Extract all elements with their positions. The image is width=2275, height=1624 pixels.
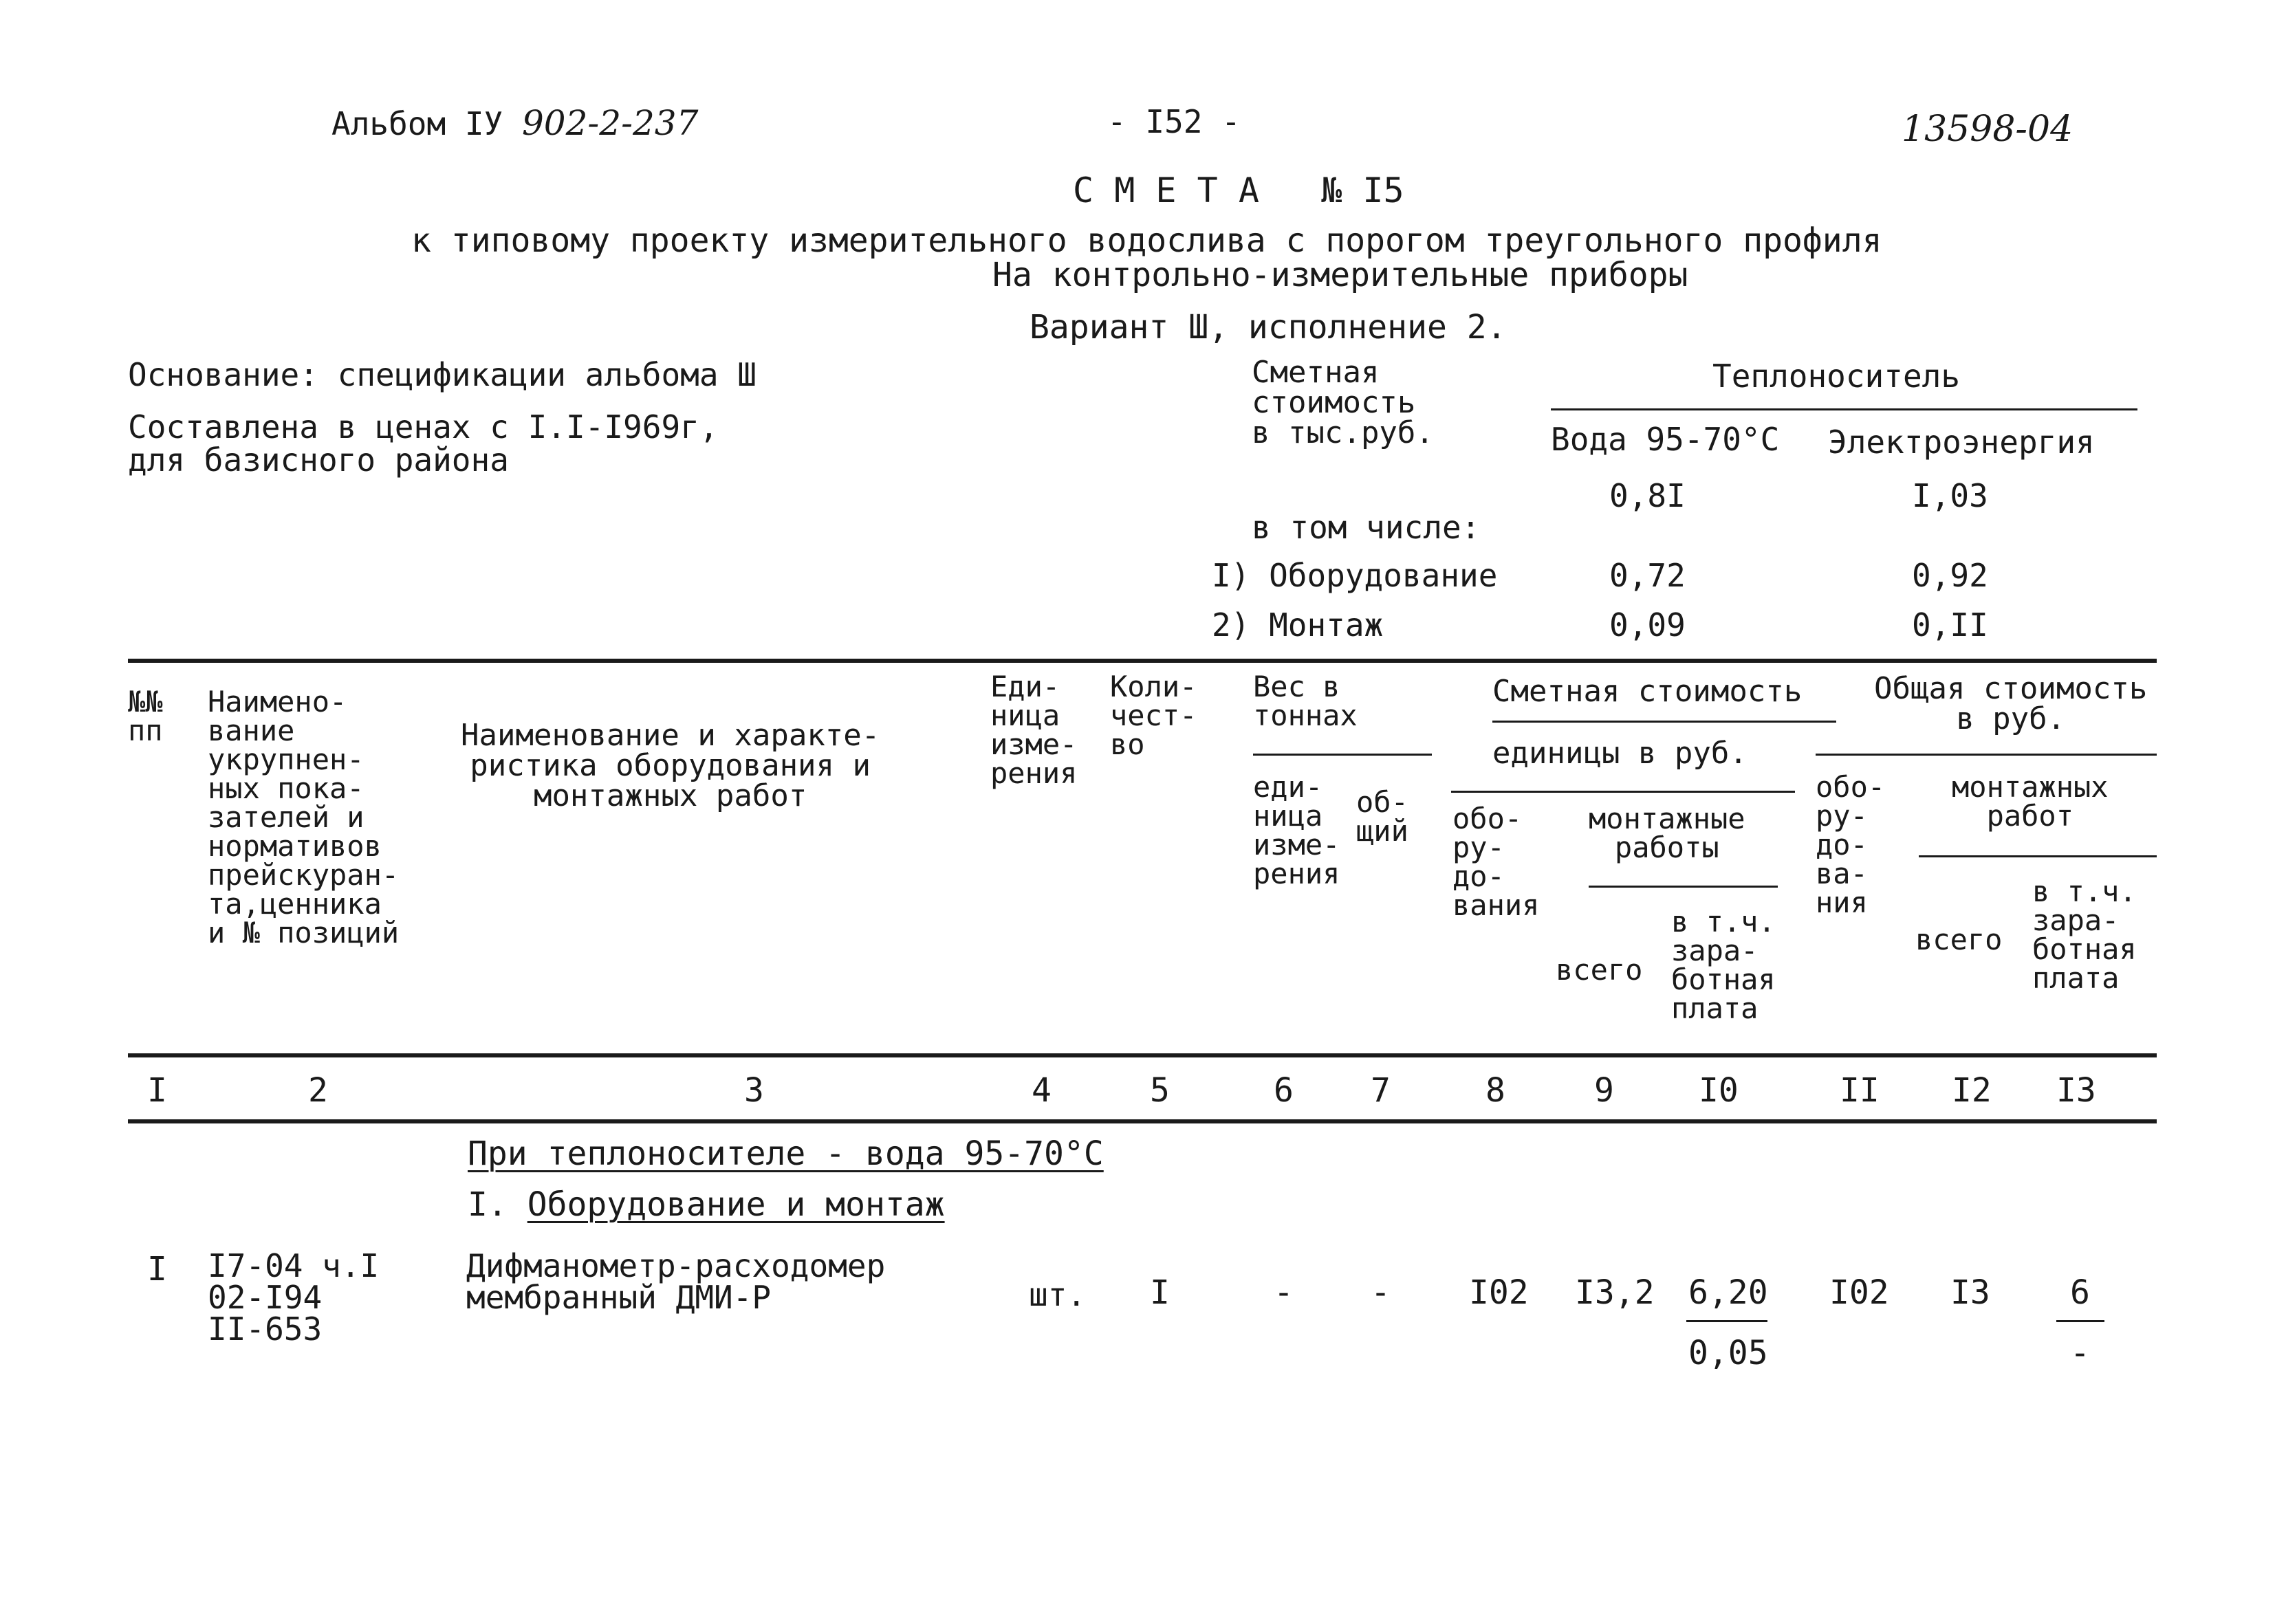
row-mount-wage: 6,20 — [1688, 1273, 1768, 1312]
row-code: I7-04 ч.I 02-I94 II-653 — [208, 1247, 380, 1348]
album-prefix: Альбом IУ — [331, 105, 503, 142]
row-mount-total: I3,2 — [1575, 1273, 1655, 1312]
col-number-6: 6 — [1274, 1071, 1294, 1110]
header-unit-rub-rule — [1451, 791, 1795, 793]
column-numbers-bottom-rule — [128, 1119, 2157, 1123]
total-electric-value: I,03 — [1912, 477, 1988, 514]
col-number-2: 2 — [308, 1071, 328, 1110]
summary-mounting-water: 0,09 — [1609, 606, 1686, 644]
basis-line-3: для базисного района — [128, 441, 509, 479]
title-line-2: На контрольно-измерительные приборы — [992, 256, 1688, 294]
col-number-13: I3 — [2056, 1071, 2096, 1110]
header-col-2: Наимено- вание укрупнен- ных пока- зателей и нормативов прейскуран- та,ценника и № позиций — [208, 685, 400, 950]
row-total-wage-rule — [2056, 1320, 2104, 1322]
header-unit-rub: единицы в руб. — [1492, 736, 1748, 771]
header-mount-2: монтажных работ — [1952, 770, 2109, 833]
row-total-wage: 6 — [2070, 1273, 2090, 1312]
header-mount: монтажные работы — [1589, 802, 1745, 864]
row-total-equipment: I02 — [1829, 1273, 1889, 1312]
page-number: - I52 - — [1107, 103, 1241, 140]
header-col-3: Наименование и характе- ристика оборудования и монтажных работ — [461, 718, 880, 813]
col-number-8: 8 — [1485, 1071, 1505, 1110]
col-number-5: 5 — [1150, 1071, 1170, 1110]
header-col-7: об- щий — [1356, 785, 1408, 848]
title-line-1: к типовому проекту измерительного водослива с порогом треугольного профиля — [411, 221, 1882, 260]
album-label — [331, 103, 698, 143]
including-label: в том числе: — [1252, 509, 1481, 546]
col-number-11: II — [1840, 1071, 1880, 1110]
header-mount-2-rule — [1919, 855, 2157, 857]
header-col-5: Коли- чест- во — [1110, 670, 1197, 761]
smeta-title: С М Е Т А № I5 — [1073, 171, 1404, 210]
summary-equipment-label: I) Оборудование — [1212, 557, 1498, 594]
subsection-heading — [468, 1185, 945, 1224]
heat-carrier-rule — [1551, 408, 2137, 410]
title-line-3: Вариант Ш, исполнение 2. — [1030, 308, 1507, 347]
total-water-value: 0,8I — [1609, 477, 1686, 514]
document-code: 13598-04 — [1902, 109, 2073, 150]
basis-line-1: Основание: спецификации альбома Ш — [128, 356, 756, 393]
summary-equipment-water: 0,72 — [1609, 557, 1686, 594]
row-total-wage-sub: - — [2070, 1334, 2090, 1372]
summary-equipment-electric: 0,92 — [1912, 557, 1988, 594]
header-col-1: №№ пп — [128, 685, 163, 747]
header-mount-rule — [1589, 886, 1778, 888]
heat-carrier-label: Теплоноситель — [1712, 358, 1961, 395]
header-col-11: обо- ру- до- ва- ния — [1816, 770, 1886, 919]
summary-cost-label: Сметная стоимость в тыс.руб. — [1252, 355, 1434, 450]
header-col-8: обо- ру- до- вания — [1452, 802, 1540, 922]
header-col-9: всего — [1556, 953, 1643, 987]
summary-mounting-label: 2) Монтаж — [1212, 606, 1384, 644]
row-mount-wage-sub: 0,05 — [1688, 1334, 1768, 1372]
col-water-label: Вода 95-70°С — [1551, 421, 1780, 458]
header-weight-rule — [1253, 754, 1432, 756]
header-col-13: в т.ч. зара- ботная плата — [2032, 875, 2137, 995]
row-weight-total: - — [1371, 1273, 1391, 1312]
header-col-6: еди- ница изме- рения — [1253, 770, 1340, 890]
col-electric-label: Электроэнергия — [1828, 424, 2095, 461]
row-equipment-cost: I02 — [1469, 1273, 1529, 1312]
header-est-cost-rule — [1492, 721, 1836, 723]
summary-mounting-electric: 0,II — [1912, 606, 1988, 644]
header-col-4: Еди- ница изме- рения — [990, 670, 1078, 790]
row-number: I — [147, 1250, 167, 1288]
album-code: 902-2-237 — [521, 103, 699, 143]
header-total-cost: Общая стоимость в руб. — [1874, 671, 2148, 736]
subsection-title: Оборудование и монтаж — [527, 1185, 945, 1224]
col-number-1: I — [147, 1071, 167, 1110]
basis-line-2: Составлена в ценах с I.I-I969г, — [128, 408, 719, 446]
header-est-cost: Сметная стоимость — [1492, 674, 1803, 709]
table-top-rule — [128, 659, 2157, 663]
row-unit: шт. — [1029, 1276, 1087, 1313]
header-total-cost-rule — [1816, 754, 2157, 756]
header-col-12: всего — [1915, 923, 2003, 956]
col-number-7: 7 — [1371, 1071, 1391, 1110]
col-number-12: I2 — [1952, 1071, 1992, 1110]
subsection-number: I. — [468, 1185, 508, 1224]
col-number-10: I0 — [1699, 1071, 1739, 1110]
row-name: Дифманометр-расходомер мембранный ДМИ-Р — [466, 1247, 886, 1316]
header-col-10: в т.ч. зара- ботная плата — [1671, 905, 1776, 1025]
row-mount-wage-rule — [1686, 1320, 1767, 1322]
column-numbers-top-rule — [128, 1053, 2157, 1057]
col-number-4: 4 — [1032, 1071, 1052, 1110]
row-quantity: I — [1150, 1273, 1170, 1312]
col-number-3: 3 — [744, 1071, 764, 1110]
row-weight-unit: - — [1274, 1273, 1294, 1312]
row-total-mount: I3 — [1950, 1273, 1990, 1312]
section-heading: При теплоносителе - вода 95-70°С — [468, 1134, 1104, 1173]
header-weight: Вес в тоннах — [1253, 670, 1358, 732]
col-number-9: 9 — [1594, 1071, 1614, 1110]
